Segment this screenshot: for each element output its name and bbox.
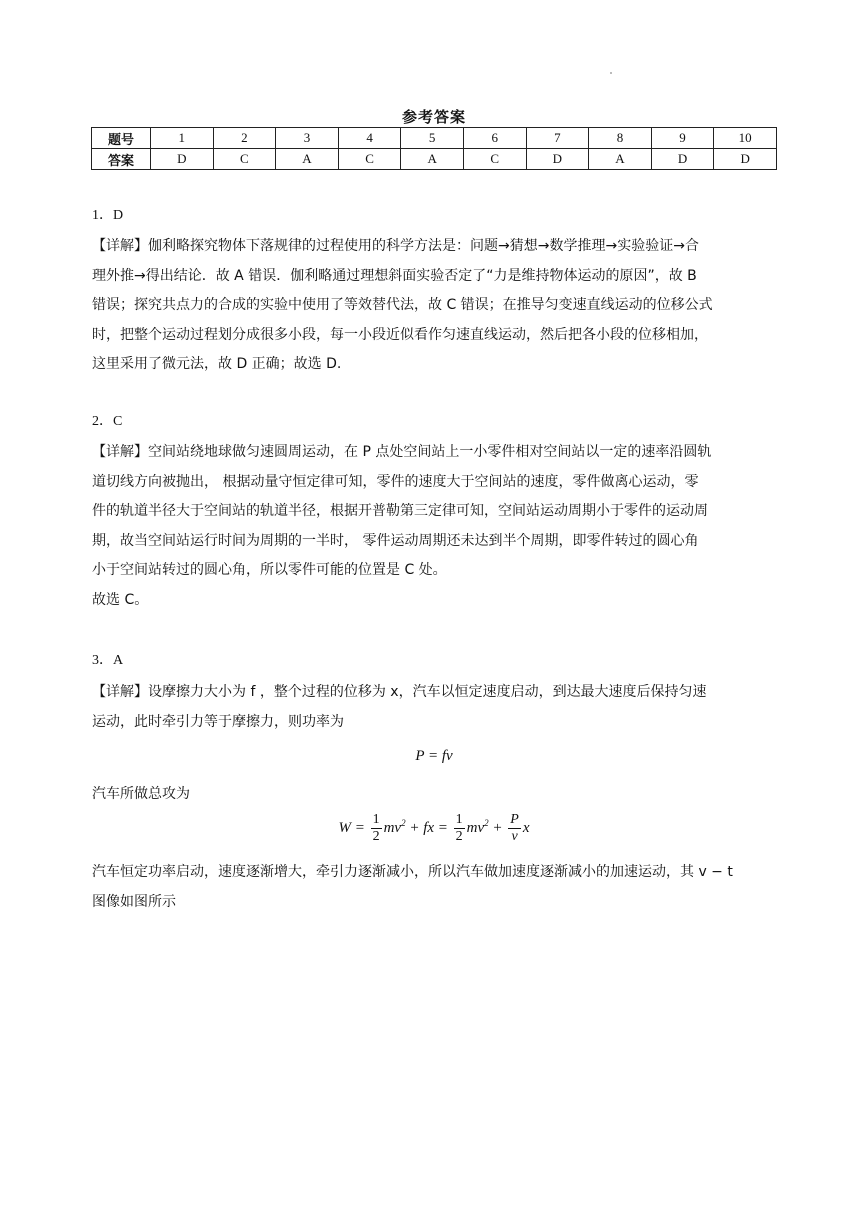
formula-work: [0, 812, 868, 845]
exponent: 2: [484, 817, 489, 828]
table-cell: 8: [589, 128, 652, 149]
text-line: 期，故当空间站运行时间为周期的一半时， 零件运动周期还未达到半个周期，即零件转过的圆心角: [92, 532, 699, 549]
text-line: 故选 C。: [92, 591, 149, 608]
text-line: 【详解】空间站绕地球做匀速圆周运动，在 P 点处空间站上一小零件相对空间站以一定的速率沿圆轨: [92, 444, 712, 460]
table-cell: A: [276, 149, 339, 170]
question-1-label: 1．D: [92, 208, 124, 223]
text-line: 图像如图所示: [92, 893, 176, 910]
question-3-explanation: [92, 678, 782, 737]
numerator: P: [510, 812, 519, 827]
formula-term: mv: [466, 819, 485, 836]
formula-term: mv: [383, 819, 402, 836]
page-title: 参考答案: [401, 108, 466, 126]
text-line: 错误；探究共点力的合成的实验中使用了等效替代法，故 C 错误；在推导匀变速直线运动的位移公式: [92, 297, 713, 313]
row-header: 答案: [92, 149, 151, 170]
text-line: 汽车所做总攻为: [92, 786, 190, 802]
denominator: 2: [372, 829, 380, 844]
text-line: 运动，此时牵引力等于摩擦力，则功率为: [92, 713, 344, 730]
table-cell: C: [463, 149, 526, 170]
question-3-text-after: [92, 858, 782, 917]
scan-dot: [610, 72, 612, 74]
table-cell: 1: [151, 128, 214, 149]
text-line: 道切线方向被抛出， 根据动量守恒定律可知，零件的速度大于空间站的速度，零件做离心运动，零: [92, 473, 699, 490]
denominator: 2: [455, 829, 463, 844]
formula-lhs: W =: [338, 819, 365, 836]
fraction-half: [454, 812, 465, 845]
numerator: 1: [455, 812, 463, 827]
table-cell: 10: [714, 128, 777, 149]
text-line: 汽车恒定功率启动，速度逐渐增大，牵引力逐渐减小，所以汽车做加速度逐渐减小的加速运动，其 v − t: [92, 864, 733, 880]
row-header: 题号: [92, 128, 151, 149]
text-line: 这里采用了微元法，故 D 正确；故选 D.: [92, 356, 342, 372]
answer-table: [91, 127, 777, 170]
text-line: 小于空间站转过的圆心角，所以零件可能的位置是 C 处。: [92, 562, 447, 578]
question-3-label: 3．A: [92, 653, 124, 668]
text-line: 理外推→得出结论．故 A 错误．伽利略通过理想斜面实验否定了“力是维持物体运动的原因”，故 B: [92, 267, 697, 284]
fraction-p-over-v: [508, 812, 521, 845]
table-cell: 5: [401, 128, 464, 149]
text-line: 【详解】设摩擦力大小为 f ，整个过程的位移为 x，汽车以恒定速度启动，到达最大速度后保持匀速: [92, 684, 707, 700]
table-cell: 6: [463, 128, 526, 149]
question-1-explanation: [92, 232, 782, 380]
table-cell: 4: [338, 128, 401, 149]
text-line: 件的轨道半径大于空间站的轨道半径，根据开普勒第三定律可知，空间站运动周期小于零件的运动周: [92, 503, 708, 519]
table-cell: D: [151, 149, 214, 170]
question-3-text-mid: [92, 780, 782, 810]
table-row: [92, 149, 777, 170]
question-2-explanation: [92, 438, 782, 615]
fraction-half: [371, 812, 382, 845]
exponent: 2: [401, 817, 406, 828]
formula-var: x: [522, 819, 530, 836]
table-cell: D: [526, 149, 589, 170]
table-cell: D: [651, 149, 714, 170]
formula-op: +: [492, 819, 503, 836]
denominator: v: [511, 829, 518, 844]
table-cell: 2: [213, 128, 276, 149]
formula-power: P = fv: [415, 748, 453, 764]
table-cell: C: [338, 149, 401, 170]
table-cell: A: [401, 149, 464, 170]
table-cell: A: [589, 149, 652, 170]
table-cell: C: [213, 149, 276, 170]
table-cell: 9: [651, 128, 714, 149]
table-cell: D: [714, 149, 777, 170]
table-cell: 3: [276, 128, 339, 149]
question-2-label: 2．C: [92, 414, 123, 429]
table-row: [92, 128, 777, 149]
table-cell: 7: [526, 128, 589, 149]
formula-op: + fx =: [409, 819, 448, 836]
text-line: 时，把整个运动过程划分成很多小段，每一小段近似看作匀速直线运动，然后把各小段的位移相加，: [92, 326, 708, 343]
text-line: 【详解】伽利略探究物体下落规律的过程使用的科学方法是：问题→猜想→数学推理→实验验证→合: [92, 238, 699, 254]
numerator: 1: [372, 812, 380, 827]
